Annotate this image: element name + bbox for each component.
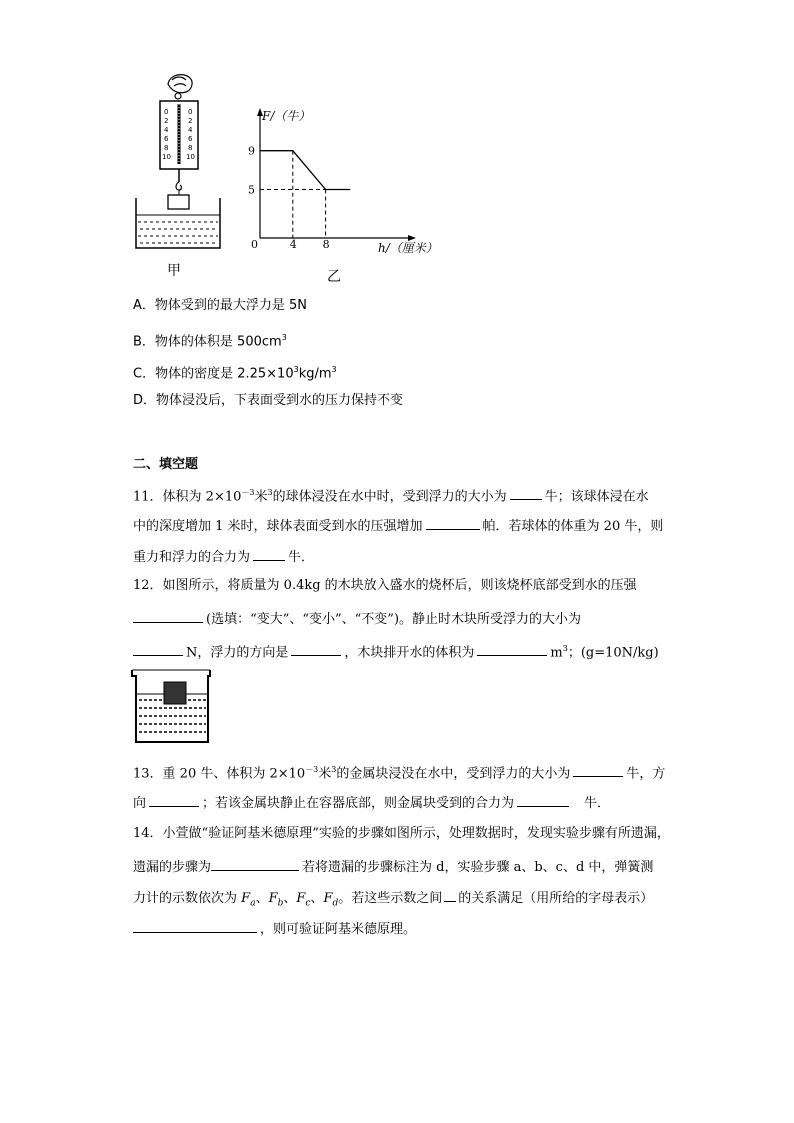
q11-text: 帕．若球体的体重为 20 牛，则: [482, 519, 664, 534]
scale-tick-left: 0: [164, 108, 169, 116]
q14-text: 。若这些示数之间: [338, 891, 443, 906]
x-axis-label: h/（厘米）: [378, 241, 438, 255]
hand-icon: [168, 75, 192, 93]
q13-text: ；若该金属块静止在容器底部，则金属块受到的合力为: [202, 796, 515, 811]
answer-blank[interactable]: [211, 856, 299, 871]
scale-tick-left: 4: [164, 126, 169, 134]
superscript: 3: [281, 333, 287, 342]
q12-line-3: [133, 639, 659, 663]
separator: 、: [255, 891, 269, 906]
scale-tick-right: 0: [188, 108, 193, 116]
answer-blank[interactable]: [133, 608, 203, 623]
beaker-figure: [130, 666, 212, 746]
superscript: －3: [305, 765, 319, 774]
q12-text: ，木块排开水的体积为: [344, 645, 475, 661]
q11-text: 的球体浸没在水中时，受到浮力的大小为: [272, 489, 507, 505]
answer-blank[interactable]: [426, 515, 480, 530]
separator: 、: [283, 891, 297, 906]
superscript: 3: [293, 365, 299, 374]
scale-hook: [176, 182, 181, 190]
scale-tick-right: 10: [186, 153, 195, 161]
scale-tick-right: 6: [188, 135, 193, 143]
var-fc: F: [296, 891, 306, 906]
q14-line-1: 14．小萱做“验证阿基米德原理”实验的步骤如图所示，处理数据时，发现实验步骤有所遗漏，: [133, 826, 670, 841]
superscript: 3: [267, 488, 273, 497]
option-c: [133, 360, 337, 384]
option-c-text: C．物体的密度是 2.25×10: [133, 366, 294, 382]
option-b: [133, 328, 287, 352]
q12-text: ；(g=10N/kg): [567, 645, 659, 661]
var-fa: F: [241, 891, 251, 906]
answer-blank[interactable]: [573, 762, 623, 777]
section-title: 二、填空题: [133, 457, 199, 472]
q14-line-3: [133, 887, 653, 914]
superscript: 3: [562, 644, 568, 653]
subscript: d: [332, 898, 339, 909]
superscript: 3: [331, 765, 337, 774]
q13-text: 牛，方: [626, 766, 666, 782]
q14-text: ，则可验证阿基米德原理。: [260, 922, 417, 937]
superscript: －3: [241, 488, 255, 497]
answer-blank[interactable]: [133, 918, 257, 933]
q13-text: 的金属块浸没在水中，受到浮力的大小为: [336, 766, 571, 782]
q12-line-1: 12．如图所示，将质量为 0.4kg 的木块放入盛水的烧杯后，则该烧杯底部受到水的压强: [133, 578, 637, 593]
y-tick-label: 5: [248, 183, 255, 197]
q11-line-3: [133, 546, 314, 568]
q11-text: 米: [254, 489, 268, 505]
answer-blank[interactable]: [253, 546, 285, 561]
wood-block: [164, 682, 186, 704]
subscript: a: [250, 898, 256, 909]
water-lines: [139, 700, 206, 732]
x-tick-label: 4: [289, 238, 297, 251]
scale-ring: [175, 93, 181, 99]
q13-text: 13．重 20 牛、体积为 2×10: [133, 766, 306, 782]
q11-line-1: [133, 483, 649, 507]
q13-line-1: [133, 760, 665, 784]
var-fd: F: [323, 891, 333, 906]
scale-tick-right: 4: [188, 126, 193, 134]
beaker-outline: [132, 670, 210, 742]
answer-blank[interactable]: [477, 641, 547, 656]
option-d: D．物体浸没后，下表面受到水的压力保持不变: [133, 393, 404, 408]
water-lines: [138, 222, 218, 243]
answer-blank[interactable]: [517, 792, 569, 807]
answer-blank[interactable]: [444, 887, 456, 902]
q12-text: N，浮力的方向是: [186, 645, 289, 661]
q13-line-2: [133, 792, 610, 814]
y-tick-label: 9: [248, 144, 255, 158]
q12-text: (选填：“变大”、“变小”、“不变”)。静止时木块所受浮力的大小为: [206, 612, 582, 627]
scale-tick-right: 8: [188, 144, 193, 152]
series-line: [260, 151, 350, 190]
q11-text: 重力和浮力的合力为: [133, 550, 251, 565]
q12-line-2: [133, 608, 581, 630]
q13-text: 牛．: [584, 796, 611, 811]
q12-text: m: [550, 645, 563, 661]
q13-text: 向: [133, 796, 147, 811]
subscript: b: [277, 898, 284, 909]
superscript: 3: [331, 365, 337, 374]
force-depth-chart: [240, 100, 440, 280]
scale-tick-right: 2: [188, 117, 193, 125]
q14-text: 力计的示数依次为: [133, 891, 238, 906]
origin-label: 0: [251, 238, 258, 251]
scale-tick-left: 2: [164, 117, 169, 125]
var-fb: F: [268, 891, 278, 906]
q11-line-2: [133, 515, 663, 537]
answer-blank[interactable]: [133, 641, 183, 656]
q13-text: 米: [318, 766, 332, 782]
answer-blank[interactable]: [149, 792, 199, 807]
q11-text: 牛．: [288, 550, 315, 565]
figure-yi-label: 乙: [327, 269, 341, 285]
q14-line-2: [133, 856, 653, 878]
subscript: c: [305, 898, 311, 909]
option-a: A．物体受到的最大浮力是 5N: [133, 298, 308, 313]
y-axis-label: F/（牛）: [262, 109, 311, 123]
q14-text: 的关系满足（用所给的字母表示）: [458, 891, 654, 906]
figure-jia-label: 甲: [167, 263, 181, 279]
scale-tick-left: 8: [164, 144, 169, 152]
answer-blank[interactable]: [291, 641, 341, 656]
x-tick-label: 8: [322, 238, 330, 251]
scale-tick-left: 6: [164, 135, 169, 143]
q14-text: 若将遗漏的步骤标注为 d，实验步骤 a、b、c、d 中，弹簧测: [302, 860, 654, 875]
q11-text: 牛；该球体浸在水: [544, 489, 649, 505]
answer-blank[interactable]: [510, 485, 542, 500]
option-b-text: B．物体的体积是 500cm: [133, 334, 282, 350]
separator: 、: [310, 891, 324, 906]
q14-text: 遗漏的步骤为: [133, 860, 212, 875]
option-c-unit: kg/m: [298, 366, 332, 382]
q11-text: 11．体积为 2×10: [133, 489, 242, 505]
q14-line-4: [133, 918, 416, 940]
q11-text: 中的深度增加 1 米时，球体表面受到水的压强增加: [133, 519, 423, 534]
spring-scale-figure: [120, 64, 230, 284]
hanging-block: [168, 195, 189, 209]
scale-tick-left: 10: [162, 153, 171, 161]
